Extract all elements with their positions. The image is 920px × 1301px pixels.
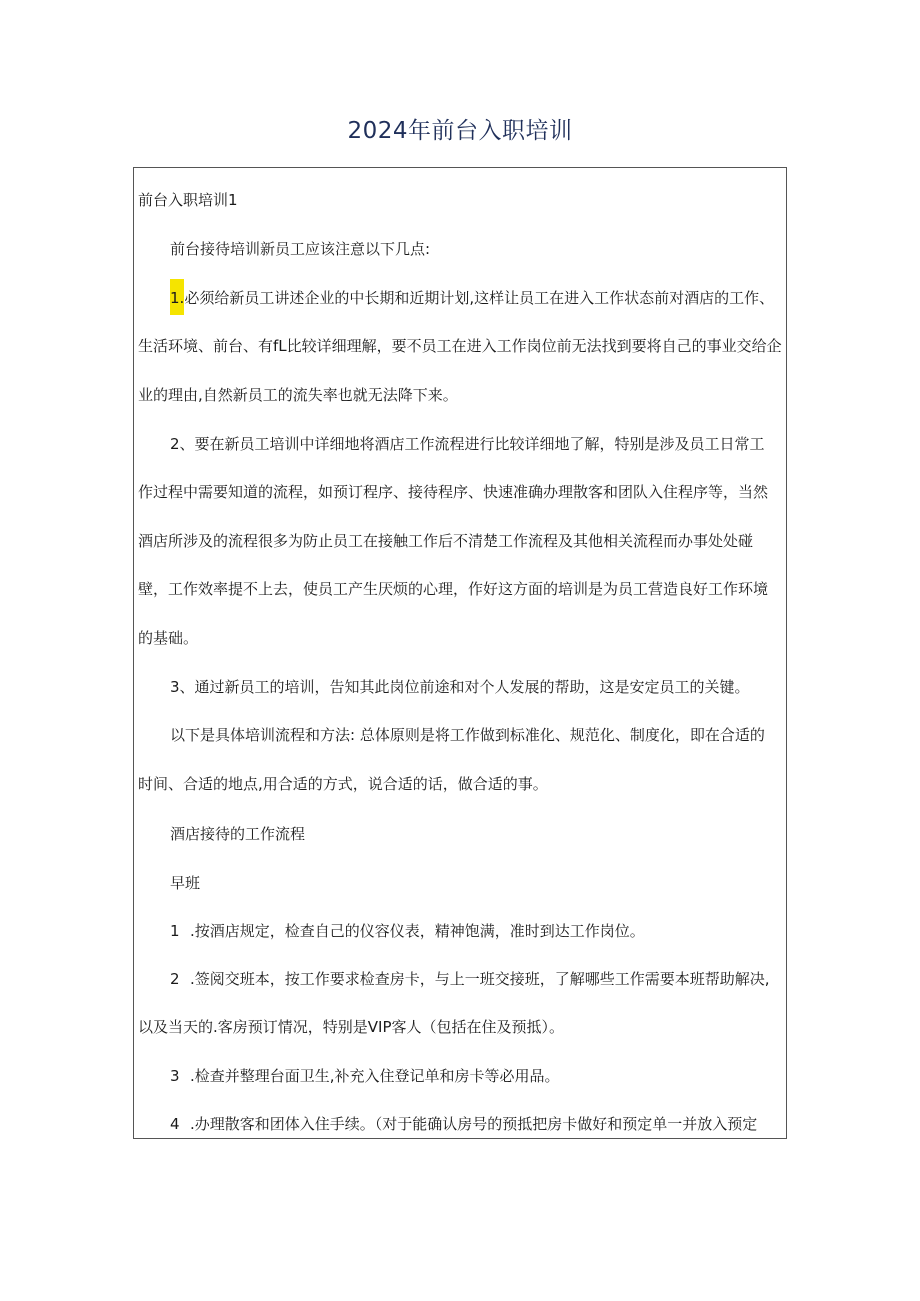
paragraph-2-line-5: 的基础。 [138,629,199,647]
step-3-number: 3 [170,1067,180,1085]
step-2-text: .签阅交班本，按工作要求检查房卡，与上一班交接班，了解哪些工作需要本班帮助解决, [190,970,770,988]
step-1-number: 1 [170,922,180,940]
document-title: 2024年前台入职培训 [347,118,573,144]
highlighted-number: 1. [170,279,184,315]
paragraph-4-line-2: 时间、合适的地点,用合适的方式，说合适的话，做合适的事。 [138,775,548,793]
paragraph-1-line-2: 生活环境、前台、有fL比较详细理解，要不员工在进入工作岗位前无法找到要将自己的事业交给企 [138,337,782,355]
step-4-text: .办理散客和团体入住手续。（对于能确认房号的预抵把房卡做好和预定单一并放入预定 [190,1115,758,1133]
step-1 [170,921,645,941]
paragraph-2-line-1: 2、要在新员工培训中详细地将酒店工作流程进行比较详细地了解，特别是涉及员工日常工 [170,435,765,453]
content-frame [133,167,787,1139]
paragraph-1-line-1 [170,288,774,308]
section-heading: 前台入职培训1 [138,191,238,209]
paragraph-3: 3、通过新员工的培训，告知其此岗位前途和对个人发展的帮助，这是安定员工的关键。 [170,678,750,696]
paragraph-1-line-3: 业的理由,自然新员工的流失率也就无法降下来。 [138,386,458,404]
paragraph-2-line-4: 壁，工作效率提不上去，使员工产生厌烦的心理，作好这方面的培训是为员工营造良好工作环境 [138,580,769,598]
step-4-number: 4 [170,1115,180,1133]
intro-line: 前台接待培训新员工应该注意以下几点: [170,240,431,258]
step-2-line-1 [170,969,770,989]
paragraph-2-line-3: 酒店所涉及的流程很多为防止员工在接触工作后不清楚工作流程及其他相关流程而办事处处碰 [138,532,754,550]
step-3-text: .检查并整理台面卫生,补充入住登记单和房卡等必用品。 [190,1067,560,1085]
step-4 [170,1114,757,1134]
step-3 [170,1066,560,1086]
step-2-line-2: 以及当天的.客房预订情况，特别是VIP客人（包括在住及预抵）。 [138,1018,565,1036]
paragraph-1-text: 必须给新员工讲述企业的中长期和近期计划,这样让员工在进入工作状态前对酒店的工作、 [184,289,775,307]
paragraph-4-line-1: 以下是具体培训流程和方法: 总体原则是将工作做到标准化、规范化、制度化，即在合适的 [170,726,765,744]
paragraph-2-line-2: 作过程中需要知道的流程，如预订程序、接待程序、快速准确办理散客和团队入住程序等，当然 [138,483,769,501]
step-1-text: .按酒店规定，检查自己的仪容仪表，精神饱满，准时到达工作岗位。 [190,922,645,940]
step-2-number: 2 [170,970,180,988]
shift-heading: 早班 [170,874,201,892]
subsection-heading: 酒店接待的工作流程 [170,825,306,843]
